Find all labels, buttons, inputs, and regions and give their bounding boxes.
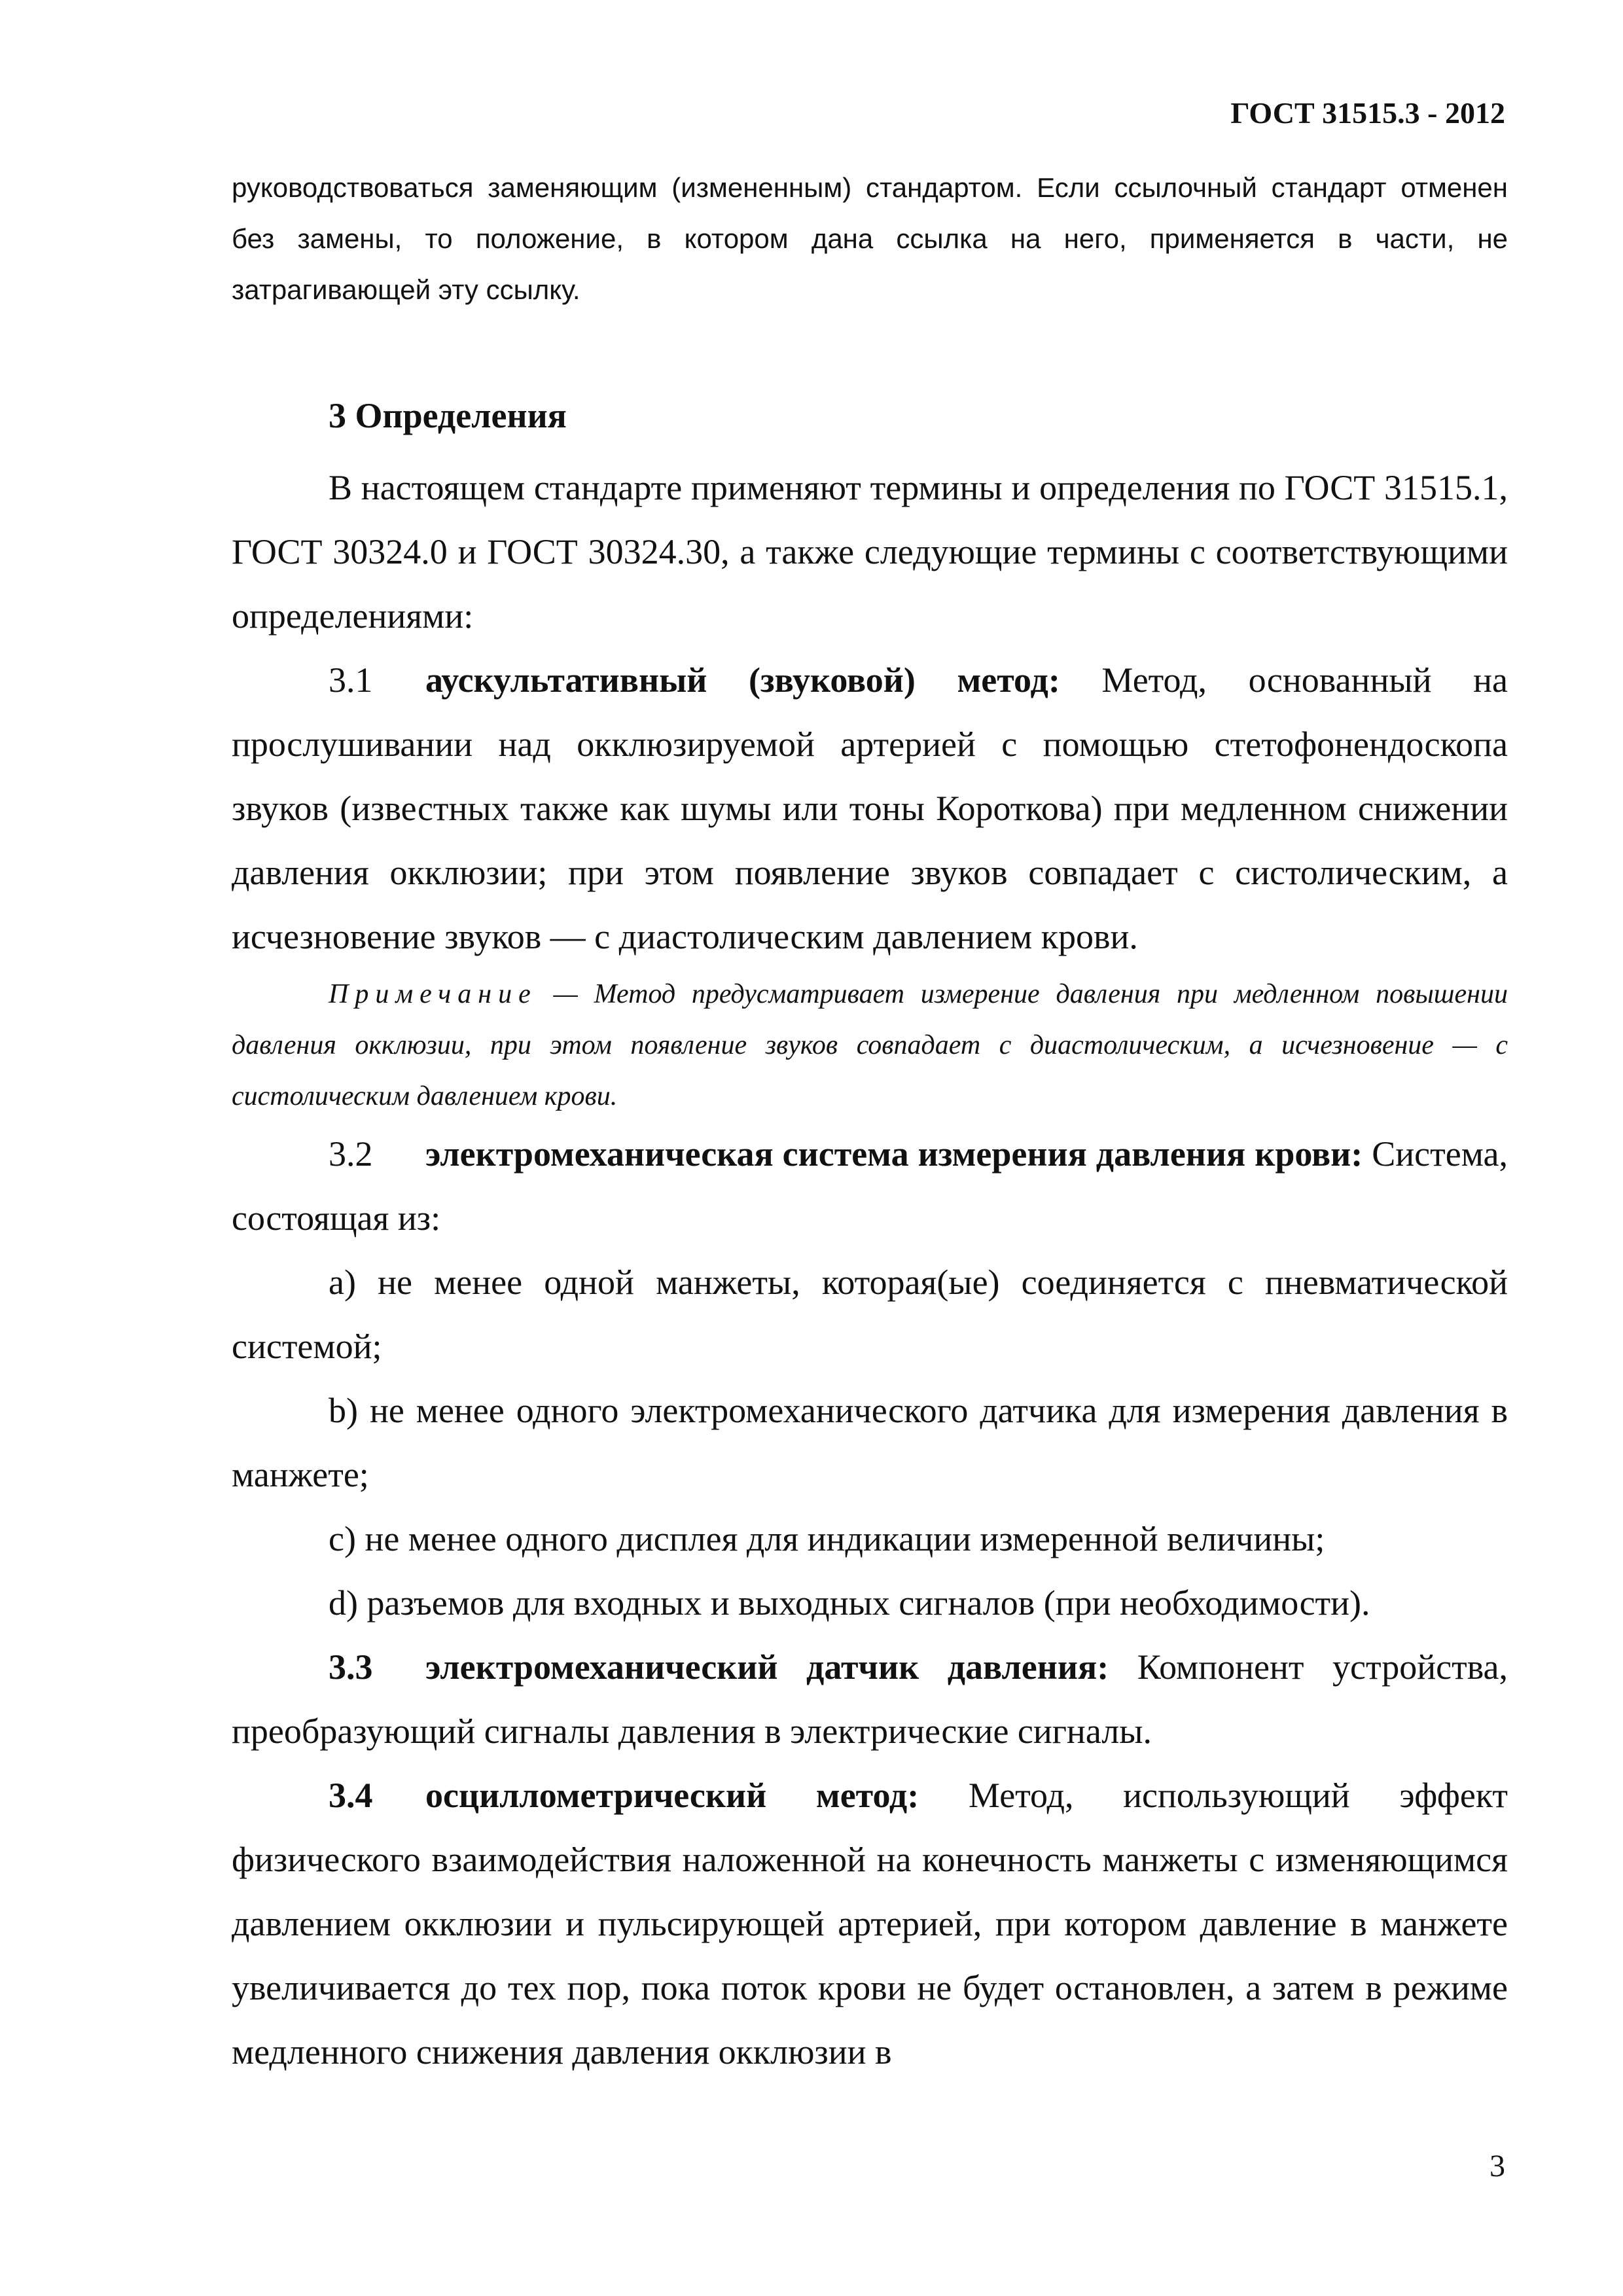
document-code-header: ГОСТ 31515.3 - 2012 [1230, 96, 1505, 130]
page-number: 3 [1489, 2149, 1505, 2183]
definition-term: электромеханическая система измерения давления крови: [425, 1134, 1363, 1174]
note-3-1 [232, 969, 1508, 1122]
definition-number: 3.1 [329, 660, 373, 700]
definition-3-2 [232, 1122, 1508, 1250]
definition-term: аускультативный (звуковой) метод: [425, 660, 1060, 700]
definition-number: 3.2 [329, 1134, 373, 1174]
section-lead: В настоящем стандарте применяют термины и определения по ГОСТ 31515.1, ГОСТ 30324.0 и ГОСТ 30324.30, а также следующие термины с соответствующими определениями: [232, 468, 1508, 636]
definition-text: Метод, основанный на прослушивании над окклюзируемой артерией с помощью стетофонендоскопа звуков (известных также как шумы или тоны Короткова) при медленном снижении давления окклюзии; при этом появление звуков совпадает с систолическим, а исчезновение звуков — с диастолическим давлением крови. [232, 660, 1508, 956]
section-title: 3 Определения [329, 396, 567, 435]
definition-3-3 [232, 1635, 1508, 1763]
note-text: — Метод предусматривает измерение давления при медленном повышении давления окклюзии, при этом появление звуков совпадает с диастолическим, а исчезновение — с систолическим давлением крови. [232, 979, 1508, 1111]
definitions-section [232, 384, 1508, 2084]
definition-text: Метод, использующий эффект физического взаимодействия наложенной на конечность манжеты с изменяющимся давлением окклюзии и пульсирующей артерией, при котором давление в манжете увеличивается до тех пор, пока поток крови не будет остановлен, а затем в режиме медленного снижения давления окклюзии в [232, 1776, 1508, 2072]
definition-term: осциллометрический метод: [425, 1776, 919, 1815]
list-item-b: b) не менее одного электромеханического датчика для измерения давления в манжете; [232, 1391, 1508, 1494]
definition-text: Система, состоящая из: [232, 1134, 1508, 1238]
note-label: Примечание [329, 979, 537, 1009]
definition-3-1 [232, 648, 1508, 969]
list-item-c: c) не менее одного дисплея для индикации измеренной величины; [329, 1519, 1325, 1558]
definition-number: 3.3 [329, 1647, 373, 1687]
list-item-d: d) разъемов для входных и выходных сигналов (при необходимости). [329, 1583, 1370, 1623]
definition-3-4 [232, 1763, 1508, 2084]
definition-text: Компонент устройства, преобразующий сигналы давления в электрические сигналы. [232, 1647, 1508, 1751]
definition-term: электромеханический датчик давления: [425, 1647, 1109, 1687]
list-item-a: a) не менее одной манжеты, которая(ые) соединяется с пневматической системой; [232, 1263, 1508, 1366]
intro-paragraph: руководствоваться заменяющим (измененным) стандартом. Если ссылочный стандарт отменен без замены, то положение, в котором дана ссылка на него, применяется в части, не затрагивающей эту ссылку. [232, 172, 1508, 305]
definition-number: 3.4 [329, 1776, 373, 1815]
